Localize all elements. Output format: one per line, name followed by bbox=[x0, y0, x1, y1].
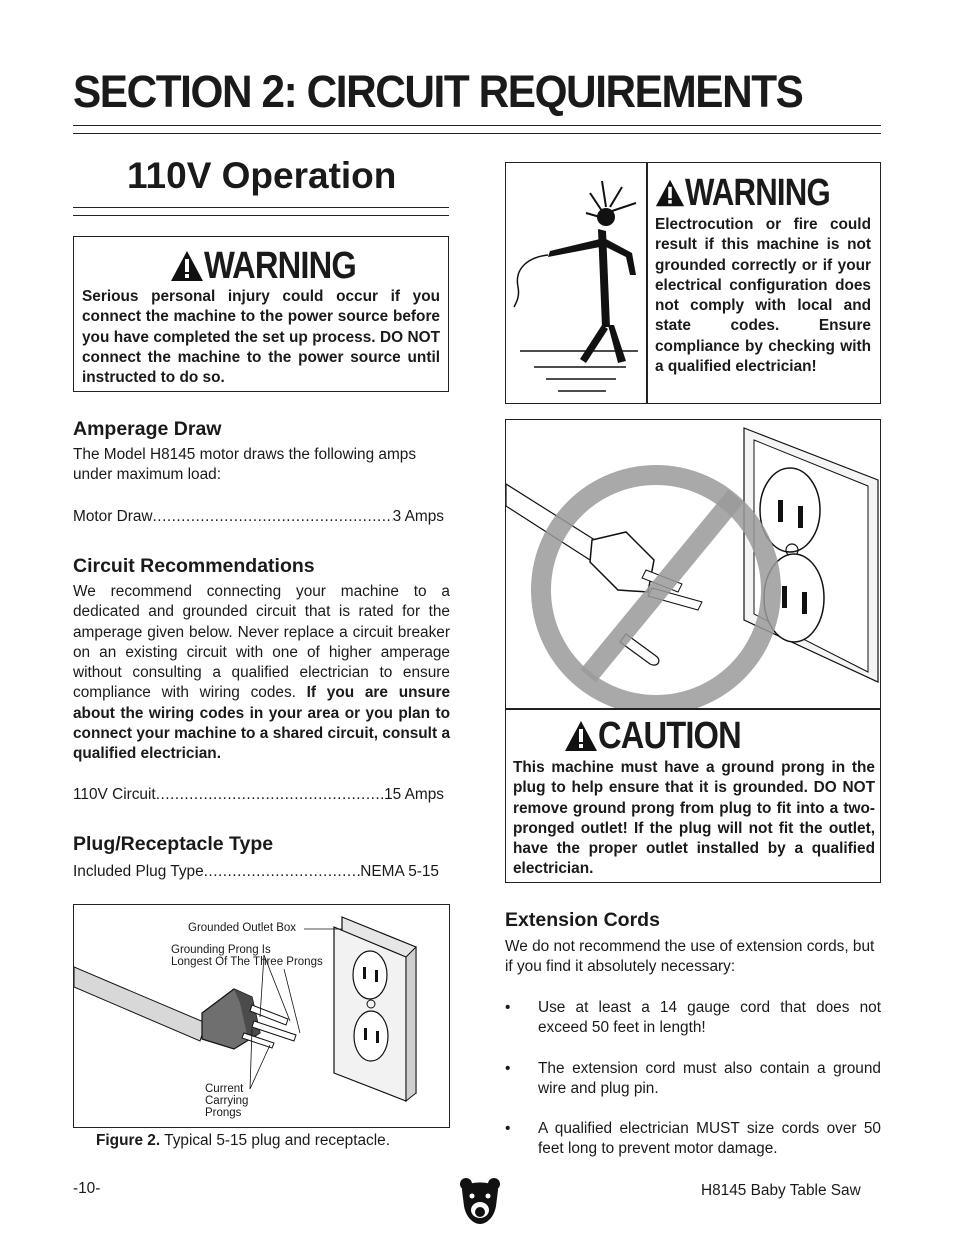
figure-caption-text: Typical 5-15 plug and receptacle. bbox=[164, 1132, 391, 1149]
motor-draw-value: 3 Amps bbox=[392, 508, 444, 525]
label-grounding-2: Longest Of The Three Prongs bbox=[171, 956, 323, 968]
warning-word-1: WARNING bbox=[203, 244, 356, 287]
plug-receptacle-illustration bbox=[74, 905, 449, 1127]
circuit-row-label: 110V Circuit bbox=[73, 786, 156, 803]
label-grounding-1: Grounding Prong Is bbox=[171, 944, 271, 956]
list-item: • The extension cord must also contain a ground wire and plug pin. bbox=[505, 1059, 881, 1097]
list-item: • Use at least a 14 gauge cord that does not exceed 50 feet in length! bbox=[505, 999, 881, 1037]
plug-heading: Plug/Receptacle Type bbox=[73, 833, 274, 855]
plug-row-label: Included Plug Type bbox=[73, 863, 204, 880]
extension-text: We do not recommend the use of extension cords, but if you find it absolutely necessary: bbox=[505, 938, 875, 976]
label-current-3: Prongs bbox=[205, 1107, 242, 1119]
amperage-text: The Model H8145 motor draws the following amps under maximum load: bbox=[73, 446, 417, 484]
warning-triangle-icon bbox=[564, 720, 598, 752]
warning-triangle-icon bbox=[170, 250, 204, 282]
circuit-heading: Circuit Recommendations bbox=[73, 555, 315, 577]
page-number: -10- bbox=[73, 1180, 101, 1197]
circuit-row bbox=[73, 785, 444, 805]
label-current-1: Current bbox=[205, 1083, 244, 1095]
warning-2-divider bbox=[646, 163, 648, 403]
warning-text-1: Serious personal injury could occur if you connect the machine to the power source before you have completed the set up process. DO NOT connect the machine to the power source until instructed to do so. bbox=[82, 288, 440, 387]
circuit-text bbox=[73, 582, 450, 765]
warning-box-1 bbox=[73, 236, 449, 392]
warning-heading-1 bbox=[82, 245, 440, 287]
warning-text-2: Electrocution or fire could result if this machine is not grounded correctly or if your electrical configuration does not comply with local and state codes. Ensure compliance by checking with a qualified electrician! bbox=[655, 216, 871, 376]
list-item: • A qualified electrician MUST size cords over 50 feet long to prevent motor damage. bbox=[505, 1120, 881, 1158]
extension-heading: Extension Cords bbox=[505, 909, 660, 931]
figure-caption-bold: Figure 2. bbox=[96, 1132, 161, 1149]
motor-draw-label: Motor Draw bbox=[73, 508, 153, 525]
electrocution-icon bbox=[510, 177, 642, 397]
figure-caption bbox=[96, 1132, 390, 1150]
title-rule bbox=[73, 125, 881, 134]
circuit-text-bold: If you are unsure about the wiring codes in your area or you plan to connect your machine to a shared circuit, consult a qualified electrician. bbox=[73, 684, 451, 763]
plug-row-value: NEMA 5-15 bbox=[360, 863, 439, 880]
caution-word: CAUTION bbox=[597, 714, 741, 757]
warning-triangle-icon bbox=[655, 178, 685, 208]
circuit-text-normal: We recommend connecting your machine to a dedicated and grounded circuit that is rated for the amperage given below. Never replace a circuit breaker on an existing circuit with one of higher amperage without consulting a qualified electrician to ensure compliance with wiring codes. bbox=[73, 583, 450, 702]
caution-divider bbox=[506, 708, 880, 710]
motor-draw-row bbox=[73, 507, 444, 527]
subtitle: 110V Operation bbox=[127, 155, 397, 196]
bear-logo-icon bbox=[458, 1176, 502, 1226]
plug-row bbox=[73, 862, 439, 882]
caution-heading bbox=[513, 714, 875, 758]
section-title: SECTION 2: CIRCUIT REQUIREMENTS bbox=[73, 66, 803, 117]
caution-box bbox=[505, 419, 881, 883]
warning-heading-2 bbox=[655, 171, 871, 215]
label-current-2: Carrying bbox=[205, 1095, 249, 1107]
extension-bullets bbox=[505, 998, 881, 1160]
amperage-heading: Amperage Draw bbox=[73, 418, 222, 440]
circuit-row-value: 15 Amps bbox=[384, 786, 444, 803]
figure-2 bbox=[73, 904, 450, 1128]
prohibited-plug-illustration bbox=[506, 420, 880, 710]
subtitle-rule bbox=[73, 207, 449, 216]
warning-word-2: WARNING bbox=[685, 171, 830, 214]
label-outlet-box: Grounded Outlet Box bbox=[188, 922, 297, 934]
footer-model: H8145 Baby Table Saw bbox=[701, 1182, 861, 1199]
caution-text: This machine must have a ground prong in the plug to help ensure that it is grounded. DO NOT remove ground prong from plug to fit into a two-pronged outlet! If the plug will not fit the outlet, have the proper outlet installed by a qualified electrician. bbox=[513, 759, 875, 878]
warning-box-2 bbox=[505, 162, 881, 404]
